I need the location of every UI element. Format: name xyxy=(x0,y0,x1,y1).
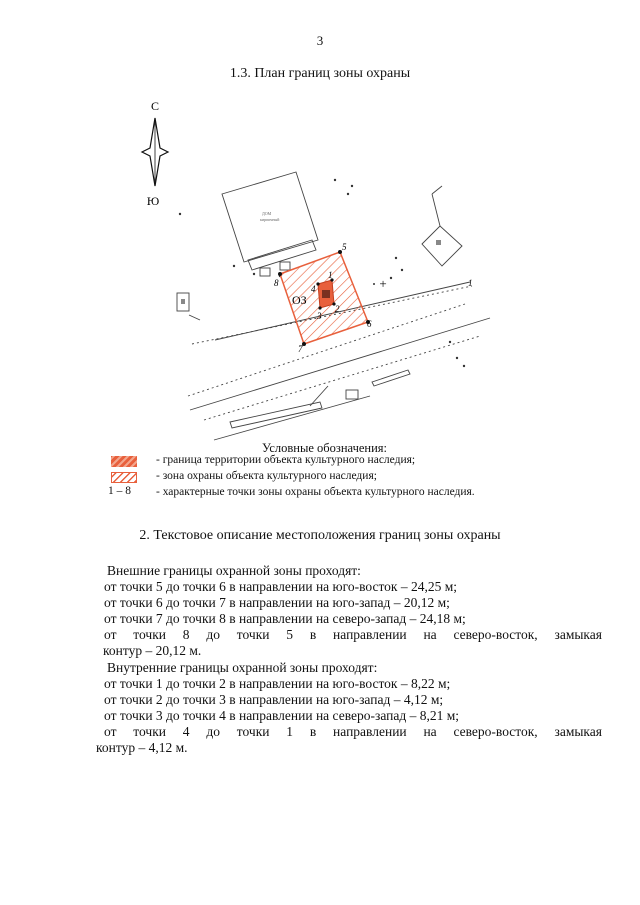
small-building xyxy=(422,186,462,266)
legend-swatch-territory xyxy=(111,456,137,467)
outer-heading: Внешние границы охранной зоны проходят: xyxy=(107,563,361,578)
point-label-3: 3 xyxy=(317,311,322,321)
legend-title: Условные обозначения: xyxy=(262,441,388,455)
legend-item-points: - характерные точки зоны охраны объекта культурного наследия. xyxy=(156,486,475,498)
shed xyxy=(177,293,200,320)
legend-swatch-zone xyxy=(111,472,137,483)
svg-text:ДОМ: ДОМ xyxy=(262,211,272,216)
svg-text:1: 1 xyxy=(468,278,473,288)
outer-line: от точки 5 до точки 6 в направлении на юго-восток – 24,25 м; xyxy=(104,579,458,595)
outer-line: от точки 7 до точки 8 в направлении на северо-запад – 24,18 м; xyxy=(104,611,466,627)
point-label-5: 5 xyxy=(342,242,347,252)
inner-line: от точки 1 до точки 2 в направлении на юго-восток – 8,22 м; xyxy=(104,675,451,691)
legend-points-range: 1 – 8 xyxy=(108,485,131,497)
legend-item-territory: - граница территории объекта культурного наследия; xyxy=(156,454,416,466)
zone-boundary-map xyxy=(120,90,520,450)
zone-label: ОЗ xyxy=(292,293,307,307)
point-label-7: 7 xyxy=(298,344,303,354)
point-label-1: 1 xyxy=(328,270,333,280)
inner-line: от точки 4 до точки 1 в направлении на северо-восток, замыкая xyxy=(104,723,602,739)
inner-heading: Внутренние границы охранной зоны проходят: xyxy=(107,659,378,675)
inner-line: от точки 3 до точки 4 в направлении на северо-запад – 8,21 м; xyxy=(104,707,460,723)
outer-line: от точки 8 до точки 5 в направлении на северо-восток, замыкая xyxy=(104,627,602,643)
svg-text:кирпичный: кирпичный xyxy=(260,217,280,222)
point-label-8: 8 xyxy=(274,278,279,288)
page-number: 3 xyxy=(316,33,324,48)
point-label-4: 4 xyxy=(311,284,316,294)
inner-line: контур – 4,12 м. xyxy=(96,740,188,756)
section-title: 2. Текстовое описание местоположения границ зоны охраны xyxy=(139,528,501,543)
compass-south-label: Ю xyxy=(146,194,160,208)
compass-north-label: С xyxy=(150,99,160,113)
main-building xyxy=(222,172,318,276)
outer-line: от точки 6 до точки 7 в направлении на юго-запад – 20,12 м; xyxy=(104,595,450,611)
boundary-description xyxy=(96,563,602,756)
outer-line: контур – 20,12 м. xyxy=(103,643,202,659)
point-label-2: 2 xyxy=(335,304,340,314)
point-label-6: 6 xyxy=(367,319,372,329)
inner-line: от точки 2 до точки 3 в направлении на юго-запад – 4,12 м; xyxy=(104,691,444,707)
legend-item-zone: - зона охраны объекта культурного наследия; xyxy=(156,470,377,482)
plan-title: 1.3. План границ зоны охраны xyxy=(229,66,411,81)
compass xyxy=(142,99,168,208)
crosshair-icon: + xyxy=(379,276,387,291)
